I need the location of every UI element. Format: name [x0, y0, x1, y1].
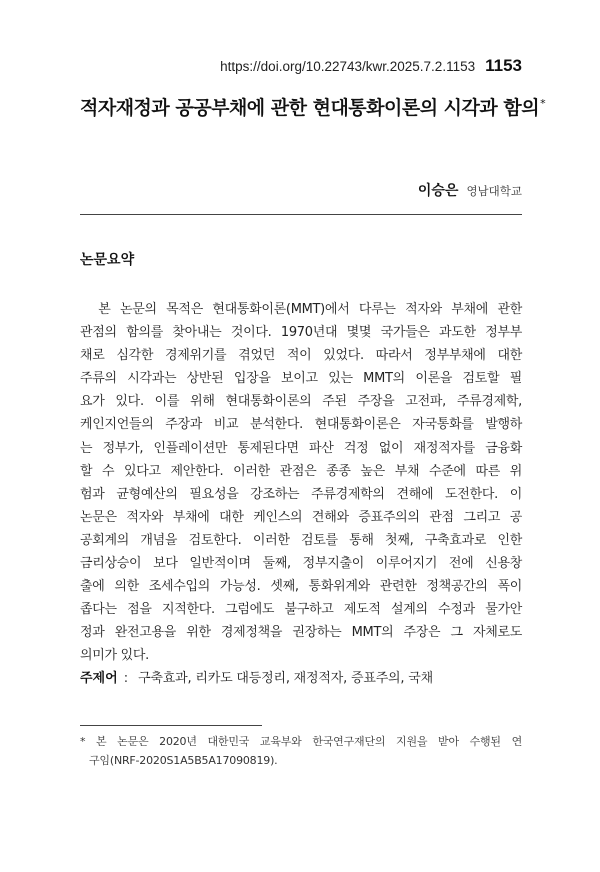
- keywords-list: 구축효과, 리카도 대등정리, 재정적자, 증표주의, 국채: [138, 671, 433, 686]
- abstract-line: 관점의 함의를 찾아내는 것이다. 1970년대 몇몇 국가들은 과도한 정부부: [80, 325, 522, 341]
- keywords-colon: :: [123, 671, 129, 686]
- author-name: 이승은: [417, 183, 459, 199]
- abstract-line: 요가 있다. 이를 위해 현대통화이론의 주된 주장을 고전파, 주류경제학,: [80, 394, 522, 410]
- abstract-line: 채로 심각한 경제위기를 겪었던 적이 있었다. 따라서 정부부채에 대한: [80, 348, 522, 364]
- abstract-line: 는 정부가, 인플레이션만 통제된다면 파산 걱정 없이 재정적자를 금융화: [80, 440, 522, 456]
- doi-link[interactable]: https://doi.org/10.22743/kwr.2025.7.2.1153: [220, 59, 476, 74]
- keywords: [80, 667, 433, 686]
- author-affiliation: 영남대학교: [466, 184, 522, 198]
- footnote-line: * 본 논문은 2020년 대한민국 교육부와 한국연구재단의 지원을 받아 수행된 연: [80, 735, 522, 748]
- abstract-line: 할 수 있다고 제안한다. 이러한 관점은 종종 높은 부채 수준에 따른 위: [80, 463, 522, 479]
- paper-title-text: 적자재정과 공공부채에 관한 현대통화이론의 시각과 함의: [80, 97, 540, 119]
- abstract-line: 논문은 적자와 부채에 대한 케인스의 견해와 증표주의의 관점 그리고 공: [80, 509, 522, 525]
- abstract-line: 의미가 있다.: [80, 648, 149, 664]
- abstract-line: 공회계의 개념을 검토한다. 이러한 검토를 통해 첫째, 구축효과로 인한: [80, 532, 522, 548]
- abstract-line: 좁다는 점을 지적한다. 그럼에도 불구하고 제도적 설계의 수정과 물가안: [80, 602, 522, 618]
- title-footnote-mark: *: [540, 96, 546, 110]
- title-divider: [80, 214, 522, 215]
- abstract-line: 험과 균형예산의 필요성을 강조하는 주류경제학의 견해에 도전한다. 이: [80, 486, 522, 502]
- abstract-line: 정과 완전고용을 위한 경제정책을 권장하는 MMT의 주장은 그 자체로도: [80, 625, 522, 641]
- abstract-heading: 논문요약: [80, 252, 135, 268]
- keywords-label: 주제어: [80, 671, 118, 686]
- abstract-line: 케인지언들의 주장과 비교 분석한다. 현대통화이론은 자국통화를 발행하: [80, 417, 522, 433]
- abstract-line: 출에 의한 조세수입의 가능성. 셋째, 통화위계와 관련한 정책공간의 폭이: [80, 579, 522, 595]
- paper-title: [80, 93, 546, 120]
- abstract-body: [80, 298, 522, 668]
- footnote-line: 구임(NRF-2020S1A5B5A17090819).: [89, 753, 278, 767]
- footnote-divider: [80, 725, 262, 726]
- page-number: 1153: [485, 56, 522, 75]
- abstract-line: 주류의 시각과는 상반된 입장을 보이고 있는 MMT의 이론을 검토할 필: [80, 371, 522, 387]
- author-line: [418, 180, 522, 200]
- footnote: [80, 733, 522, 770]
- running-header: [220, 56, 522, 76]
- abstract-line: 본 논문의 목적은 현대통화이론(MMT)에서 다루는 적자와 부채에 관한: [80, 302, 522, 317]
- abstract-line: 금리상승이 보다 일반적이며 둘째, 정부지출이 이루어지기 전에 신용창: [80, 556, 522, 572]
